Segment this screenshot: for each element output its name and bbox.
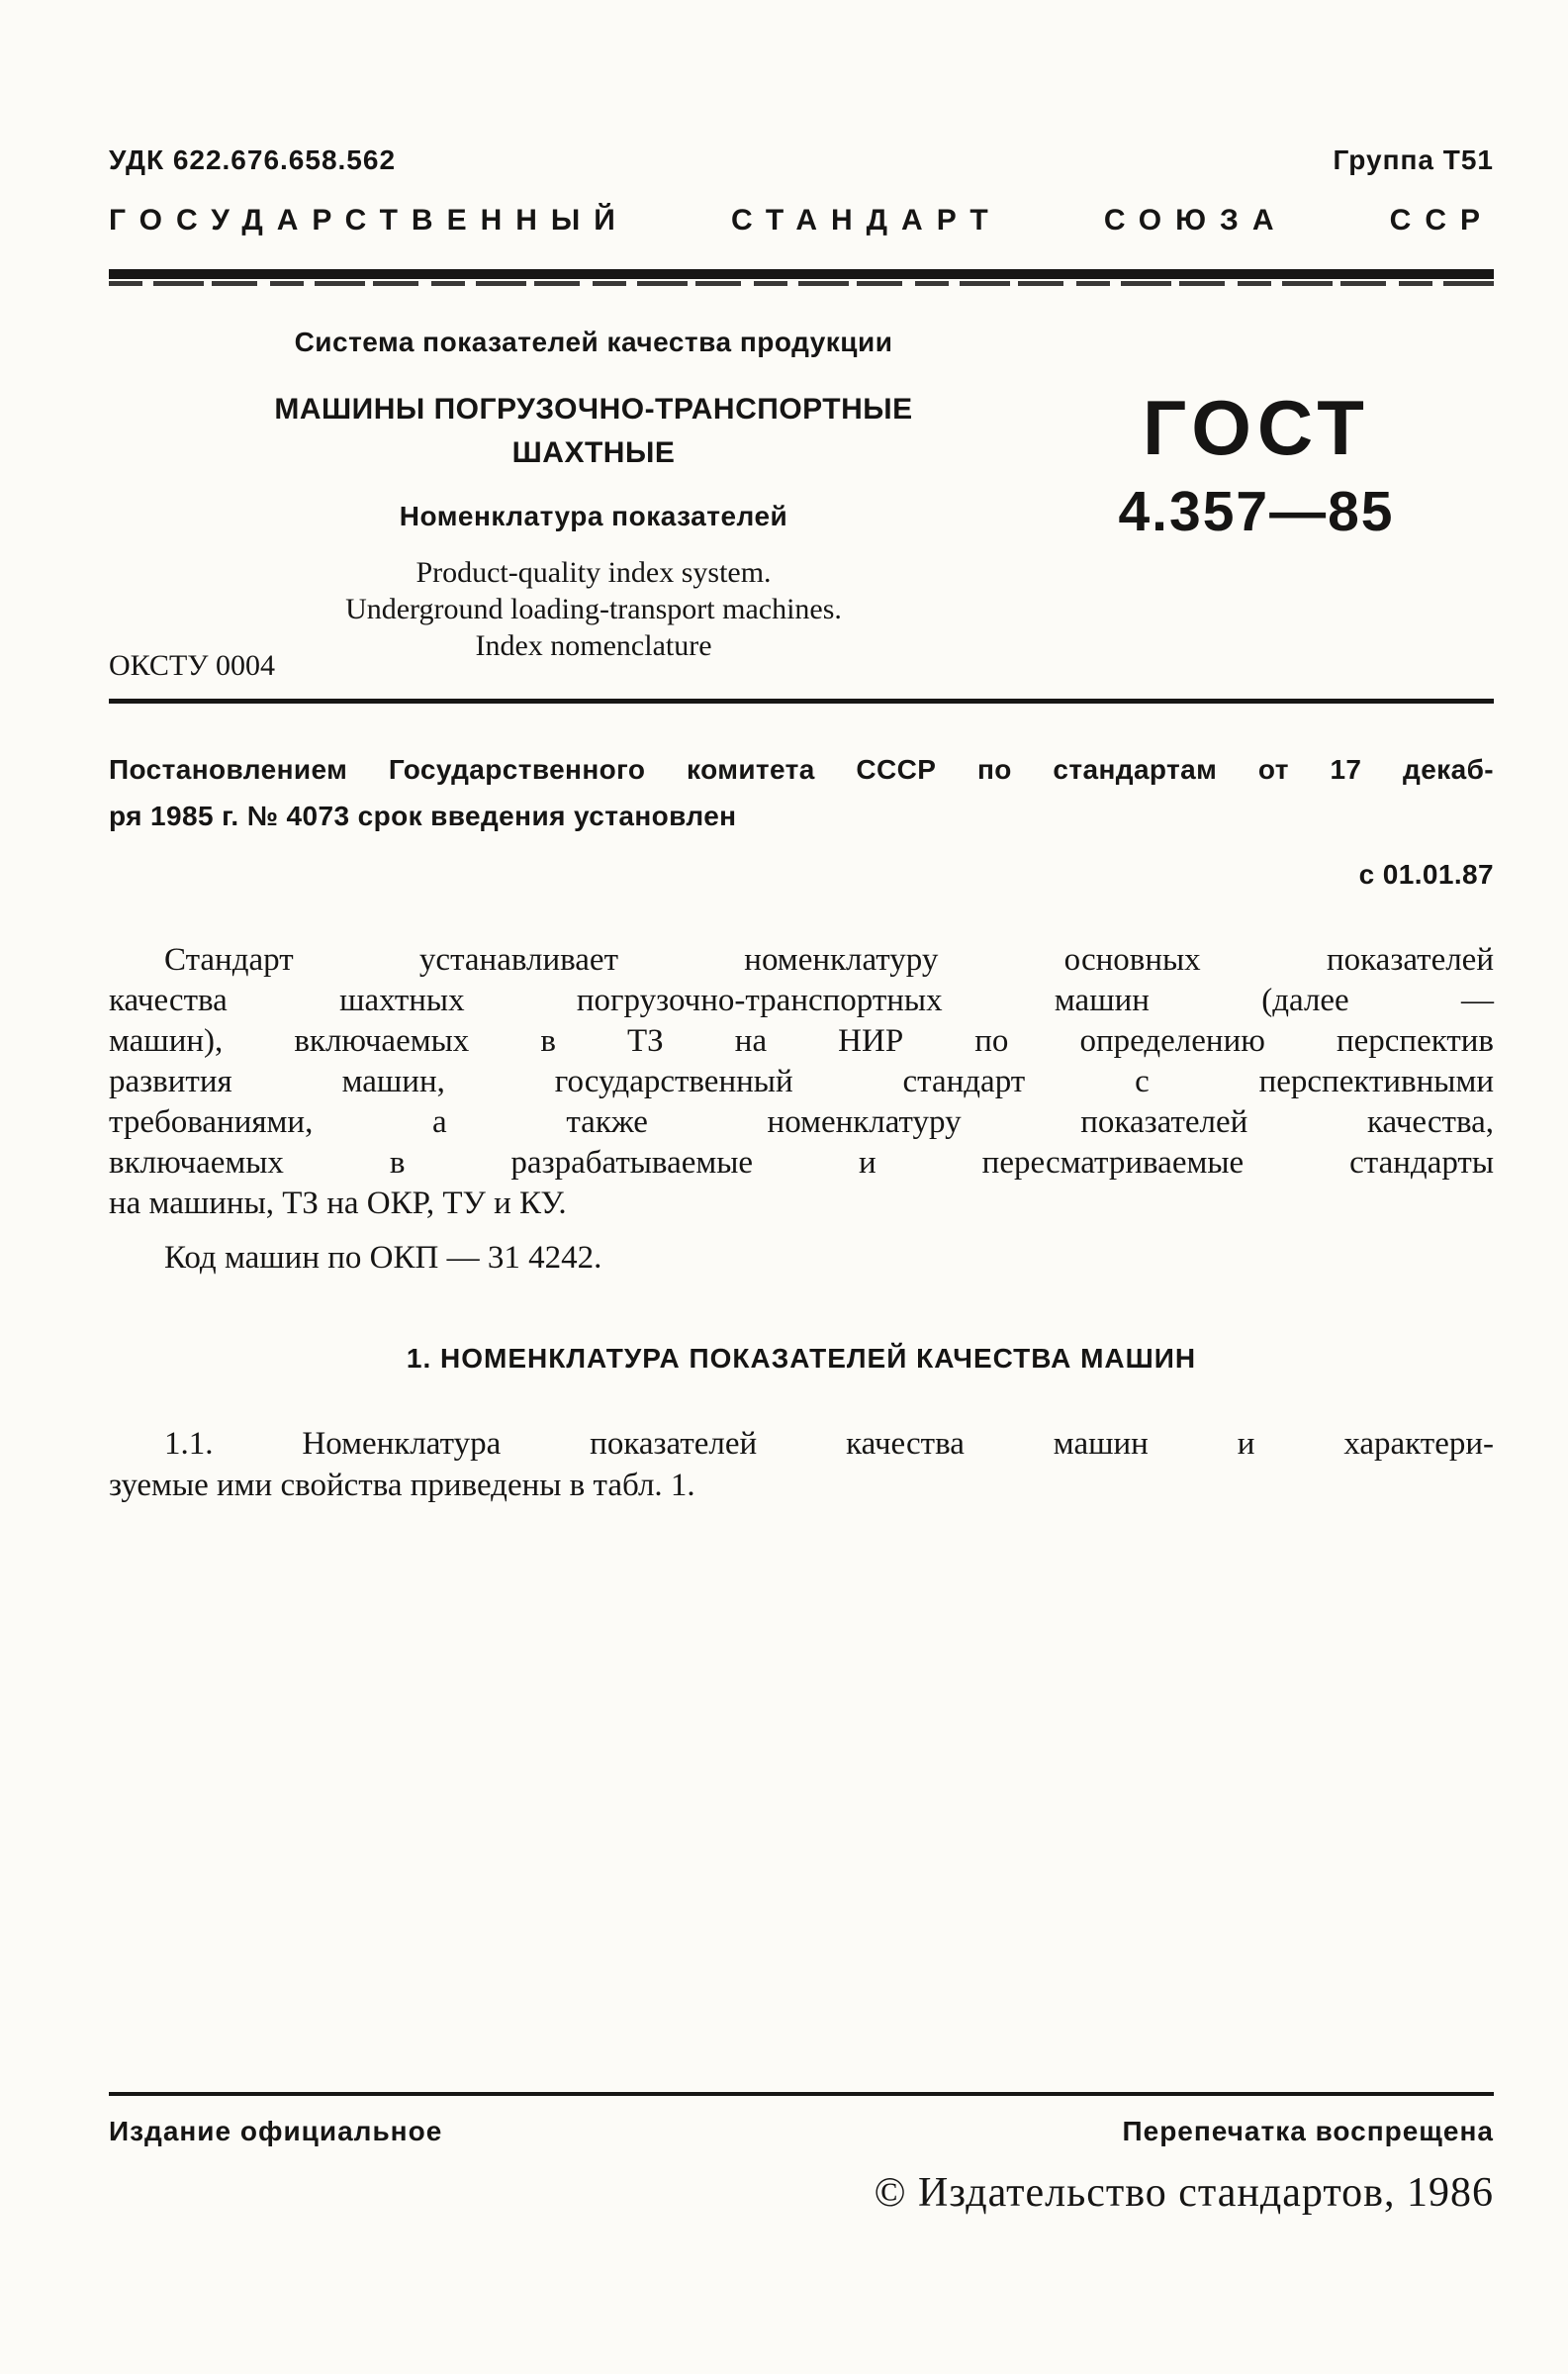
section-1-heading: 1. НОМЕНКЛАТУРА ПОКАЗАТЕЛЕЙ КАЧЕСТВА МАШИН <box>406 1343 1197 1374</box>
clause-1-1-line: 1.1. Номенклатура показателей качества машин и характери- <box>164 1426 1494 1462</box>
udk-code: УДК 622.676.658.562 <box>109 144 397 175</box>
group-code: Группа Т51 <box>1333 144 1494 175</box>
body-line: требованиями, а также номенклатуру показателей качества, <box>109 1104 1494 1140</box>
effective-date: с 01.01.87 <box>1358 859 1494 890</box>
body-line: на машины, ТЗ на ОКР, ТУ и КУ. <box>109 1186 567 1221</box>
standard-name <box>148 388 1039 475</box>
standard-name-line-2: ШАХТНЫЕ <box>511 436 676 469</box>
english-title-line-1: Product-quality index system. <box>415 556 772 589</box>
footer-rule <box>109 2092 1494 2096</box>
decree-block <box>109 746 1494 898</box>
standard-subtitle: Номенклатура показателей <box>399 501 788 531</box>
title-block <box>148 327 1039 664</box>
body-line: машин), включаемых в ТЗ на НИР по определению перспектив <box>109 1023 1494 1059</box>
english-title-line-3: Index nomenclature <box>475 629 712 662</box>
okp-code-line: Код машин по ОКП — 31 4242. <box>164 1240 602 1276</box>
official-edition-label: Издание официальное <box>109 2116 443 2146</box>
english-title-line-2: Underground loading-transport machines. <box>345 593 842 625</box>
body-line: качества шахтных погрузочно-транспортных машин (далее — <box>109 983 1494 1018</box>
footer-row <box>109 2116 1494 2147</box>
gost-label: ГОСТ <box>1143 384 1370 471</box>
okstu-code: ОКСТУ 0004 <box>109 649 276 682</box>
gost-designation-block <box>1054 384 1459 544</box>
clause-1-1-line: зуемые ими свойства приведены в табл. 1. <box>109 1468 695 1503</box>
body-line: Стандарт устанавливает номенклатуру основных показателей <box>164 942 1494 978</box>
english-title <box>148 554 1039 664</box>
decree-line-2: ря 1985 г. № 4073 срок введения установлен <box>109 801 737 831</box>
product-system-line: Система показателей качества продукции <box>294 327 893 357</box>
copyright-line: © Издательство стандартов, 1986 <box>874 2170 1494 2216</box>
gost-number: 4.357—85 <box>1118 480 1395 543</box>
standard-name-line-1: МАШИНЫ ПОГРУЗОЧНО-ТРАНСПОРТНЫЕ <box>274 393 913 426</box>
clause-1-1 <box>109 1423 1494 1506</box>
masthead-rule-ragged-edge <box>109 281 1494 286</box>
masthead-title: ГОСУДАРСТВЕННЫЙ СТАНДАРТ СОЮЗА ССР <box>109 204 1494 237</box>
body-line: развития машин, государственный стандарт с перспективными <box>109 1064 1494 1099</box>
reprint-prohibited-label: Перепечатка воспрещена <box>1122 2116 1494 2146</box>
body-line: включаемых в разрабатываемые и пересматриваемые стандарты <box>109 1145 1494 1181</box>
masthead-top-row <box>109 144 1494 176</box>
decree-line-1: Постановлением Государственного комитета СССР по стандартам от 17 декаб- <box>109 754 1494 785</box>
masthead-rule <box>109 269 1494 279</box>
title-divider-rule <box>109 699 1494 704</box>
body-paragraph <box>109 940 1494 1279</box>
